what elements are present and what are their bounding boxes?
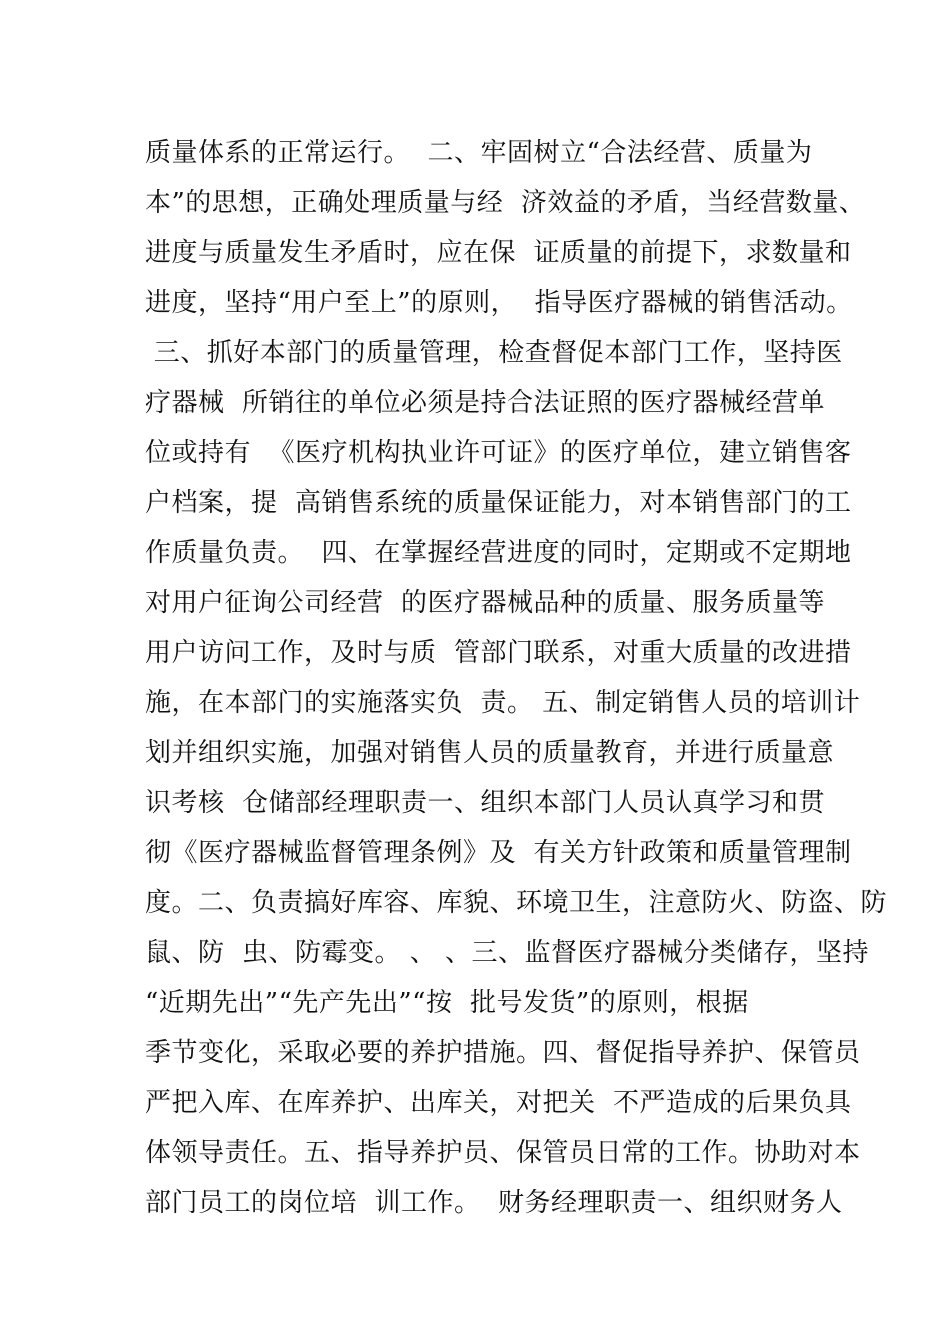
text-line: 划并组织实施，加强对销售人员的质量教育，并进行质量意 [145,738,835,768]
text-line: 度。二、负责搞好库容、库貌、环境卫生，注意防火、防盗、防 [145,888,888,918]
text-line: 户档案，提 高销售系统的质量保证能力，对本销售部门的工 [145,488,852,518]
text-line: 进度与质量发生矛盾时，应在保 证质量的前提下，求数量和 [145,238,852,268]
text-line: 季节变化，采取必要的养护措施。四、督促指导养护、保管员 [145,1038,861,1068]
text-line: 彻《医疗器械监督管理条例》及 有关方针政策和质量管理制 [145,838,852,868]
text-line: 施，在本部门的实施落实负 责。 五、制定销售人员的培训计 [145,688,861,718]
text-line: 三、抓好本部门的质量管理，检查督促本部门工作，坚持医 [145,338,843,368]
text-line: 本”的思想，正确处理质量与经 济效益的矛盾，当经营数量、 [145,188,866,218]
text-line: 质量体系的正常运行。 二、牢固树立“合法经营、质量为 [145,138,813,168]
text-line: “近期先出”“先产先出”“按 批号发货”的原则，根据 [145,988,749,1018]
text-line: 鼠、防 虫、防霉变。 、 、三、监督医疗器械分类储存，坚持 [145,938,870,968]
text-line: 对用户征询公司经营 的医疗器械品种的质量、服务质量等 [145,588,826,618]
text-line: 用户访问工作，及时与质 管部门联系，对重大质量的改进措 [145,638,852,668]
text-line: 部门员工的岗位培 训工作。 财务经理职责一、组织财务人 [145,1188,843,1218]
text-line: 作质量负责。 四、在掌握经营进度的同时，定期或不定期地 [145,538,852,568]
text-line: 位或持有 《医疗机构执业许可证》的医疗单位，建立销售客 [145,438,852,468]
text-line: 进度，坚持“用户至上”的原则， 指导医疗器械的销售活动。 [145,288,853,318]
text-line: 体领导责任。五、指导养护员、保管员日常的工作。协助对本 [145,1138,861,1168]
text-line: 严把入库、在库养护、出库关，对把关 不严造成的后果负具 [145,1088,852,1118]
body-text [145,128,888,1228]
text-line: 识考核 仓储部经理职责一、组织本部门人员认真学习和贯 [145,788,826,818]
text-line: 疗器械 所销往的单位必须是持合法证照的医疗器械经营单 [145,388,826,418]
